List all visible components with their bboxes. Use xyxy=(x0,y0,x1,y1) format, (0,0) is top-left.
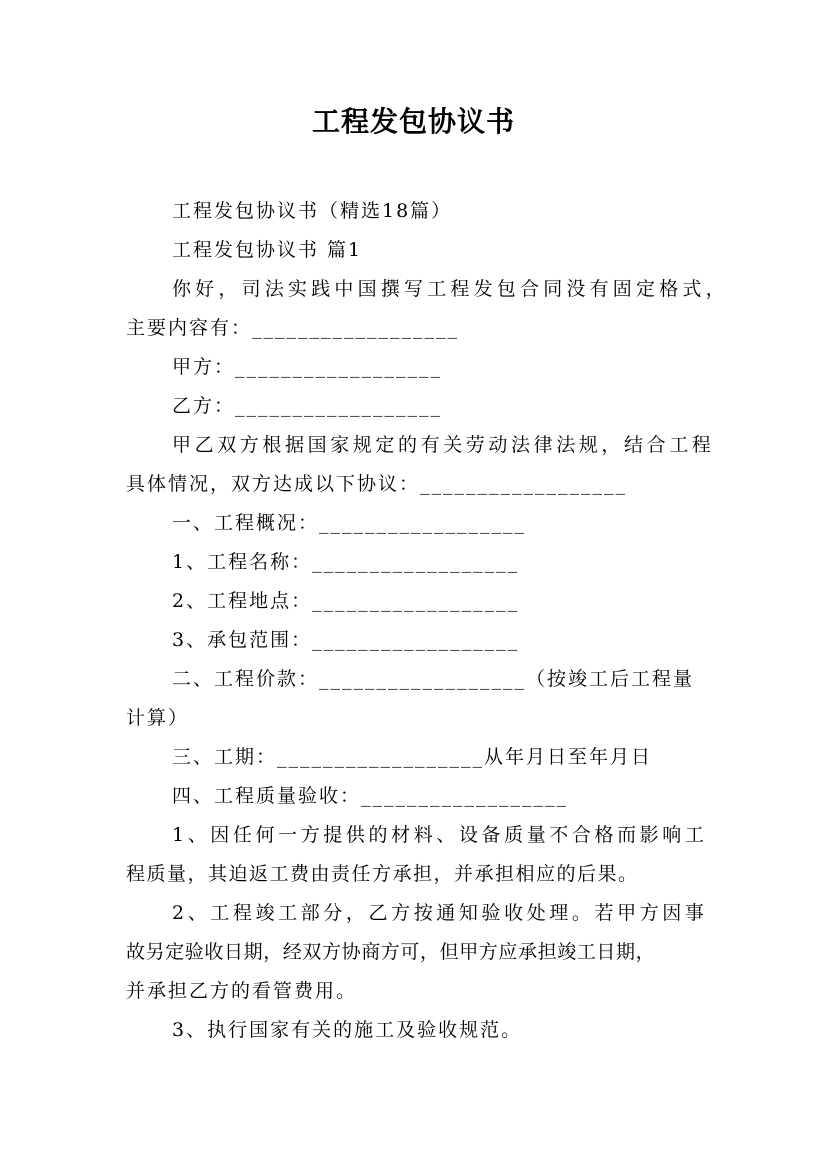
party-a-line: 甲方：__________________ xyxy=(172,356,443,378)
clause-line: 三、工期：__________________从年月日至年月日 xyxy=(172,746,653,768)
clause-line: 四、工程质量验收：__________________ xyxy=(172,785,569,807)
clause-line: 计算） xyxy=(126,707,190,729)
subtitle-line: 工程发包协议书（精选18篇） xyxy=(172,200,453,222)
paragraph-line: 主要内容有：__________________ xyxy=(126,317,460,339)
paragraph-line: 1、因任何一方提供的材料、设备质量不合格而影响工 xyxy=(172,824,708,846)
document-title: 工程发包协议书 xyxy=(311,105,515,138)
paragraph-line: 2、工程竣工部分，乙方按通知验收处理。若甲方因事 xyxy=(172,902,708,924)
clause-line: 二、工程价款：__________________（按竣工后工程量 xyxy=(172,668,695,690)
paragraph-line: 故另定验收日期，经双方协商方可，但甲方应承担竣工日期， xyxy=(126,941,656,963)
party-b-line: 乙方：__________________ xyxy=(172,395,443,417)
clause-line: 2、工程地点：__________________ xyxy=(172,590,520,612)
paragraph-line: 并承担乙方的看管费用。 xyxy=(126,980,358,1002)
paragraph-line: 具体情况，双方达成以下协议：__________________ xyxy=(126,473,628,495)
paragraph-line: 甲乙双方根据国家规定的有关劳动法律法规，结合工程 xyxy=(172,434,715,456)
paragraph-line: 你好，司法实践中国撰写工程发包合同没有固定格式， xyxy=(172,278,729,300)
clause-line: 3、承包范围：__________________ xyxy=(172,629,520,651)
clause-line: 一、工程概况：__________________ xyxy=(172,512,527,534)
clause-line: 1、工程名称：__________________ xyxy=(172,551,520,573)
paragraph-line: 3、执行国家有关的施工及验收规范。 xyxy=(172,1019,523,1041)
section-heading: 工程发包协议书 篇1 xyxy=(172,239,363,261)
paragraph-line: 程质量，其迫返工费由责任方承担，并承担相应的后果。 xyxy=(126,863,639,885)
